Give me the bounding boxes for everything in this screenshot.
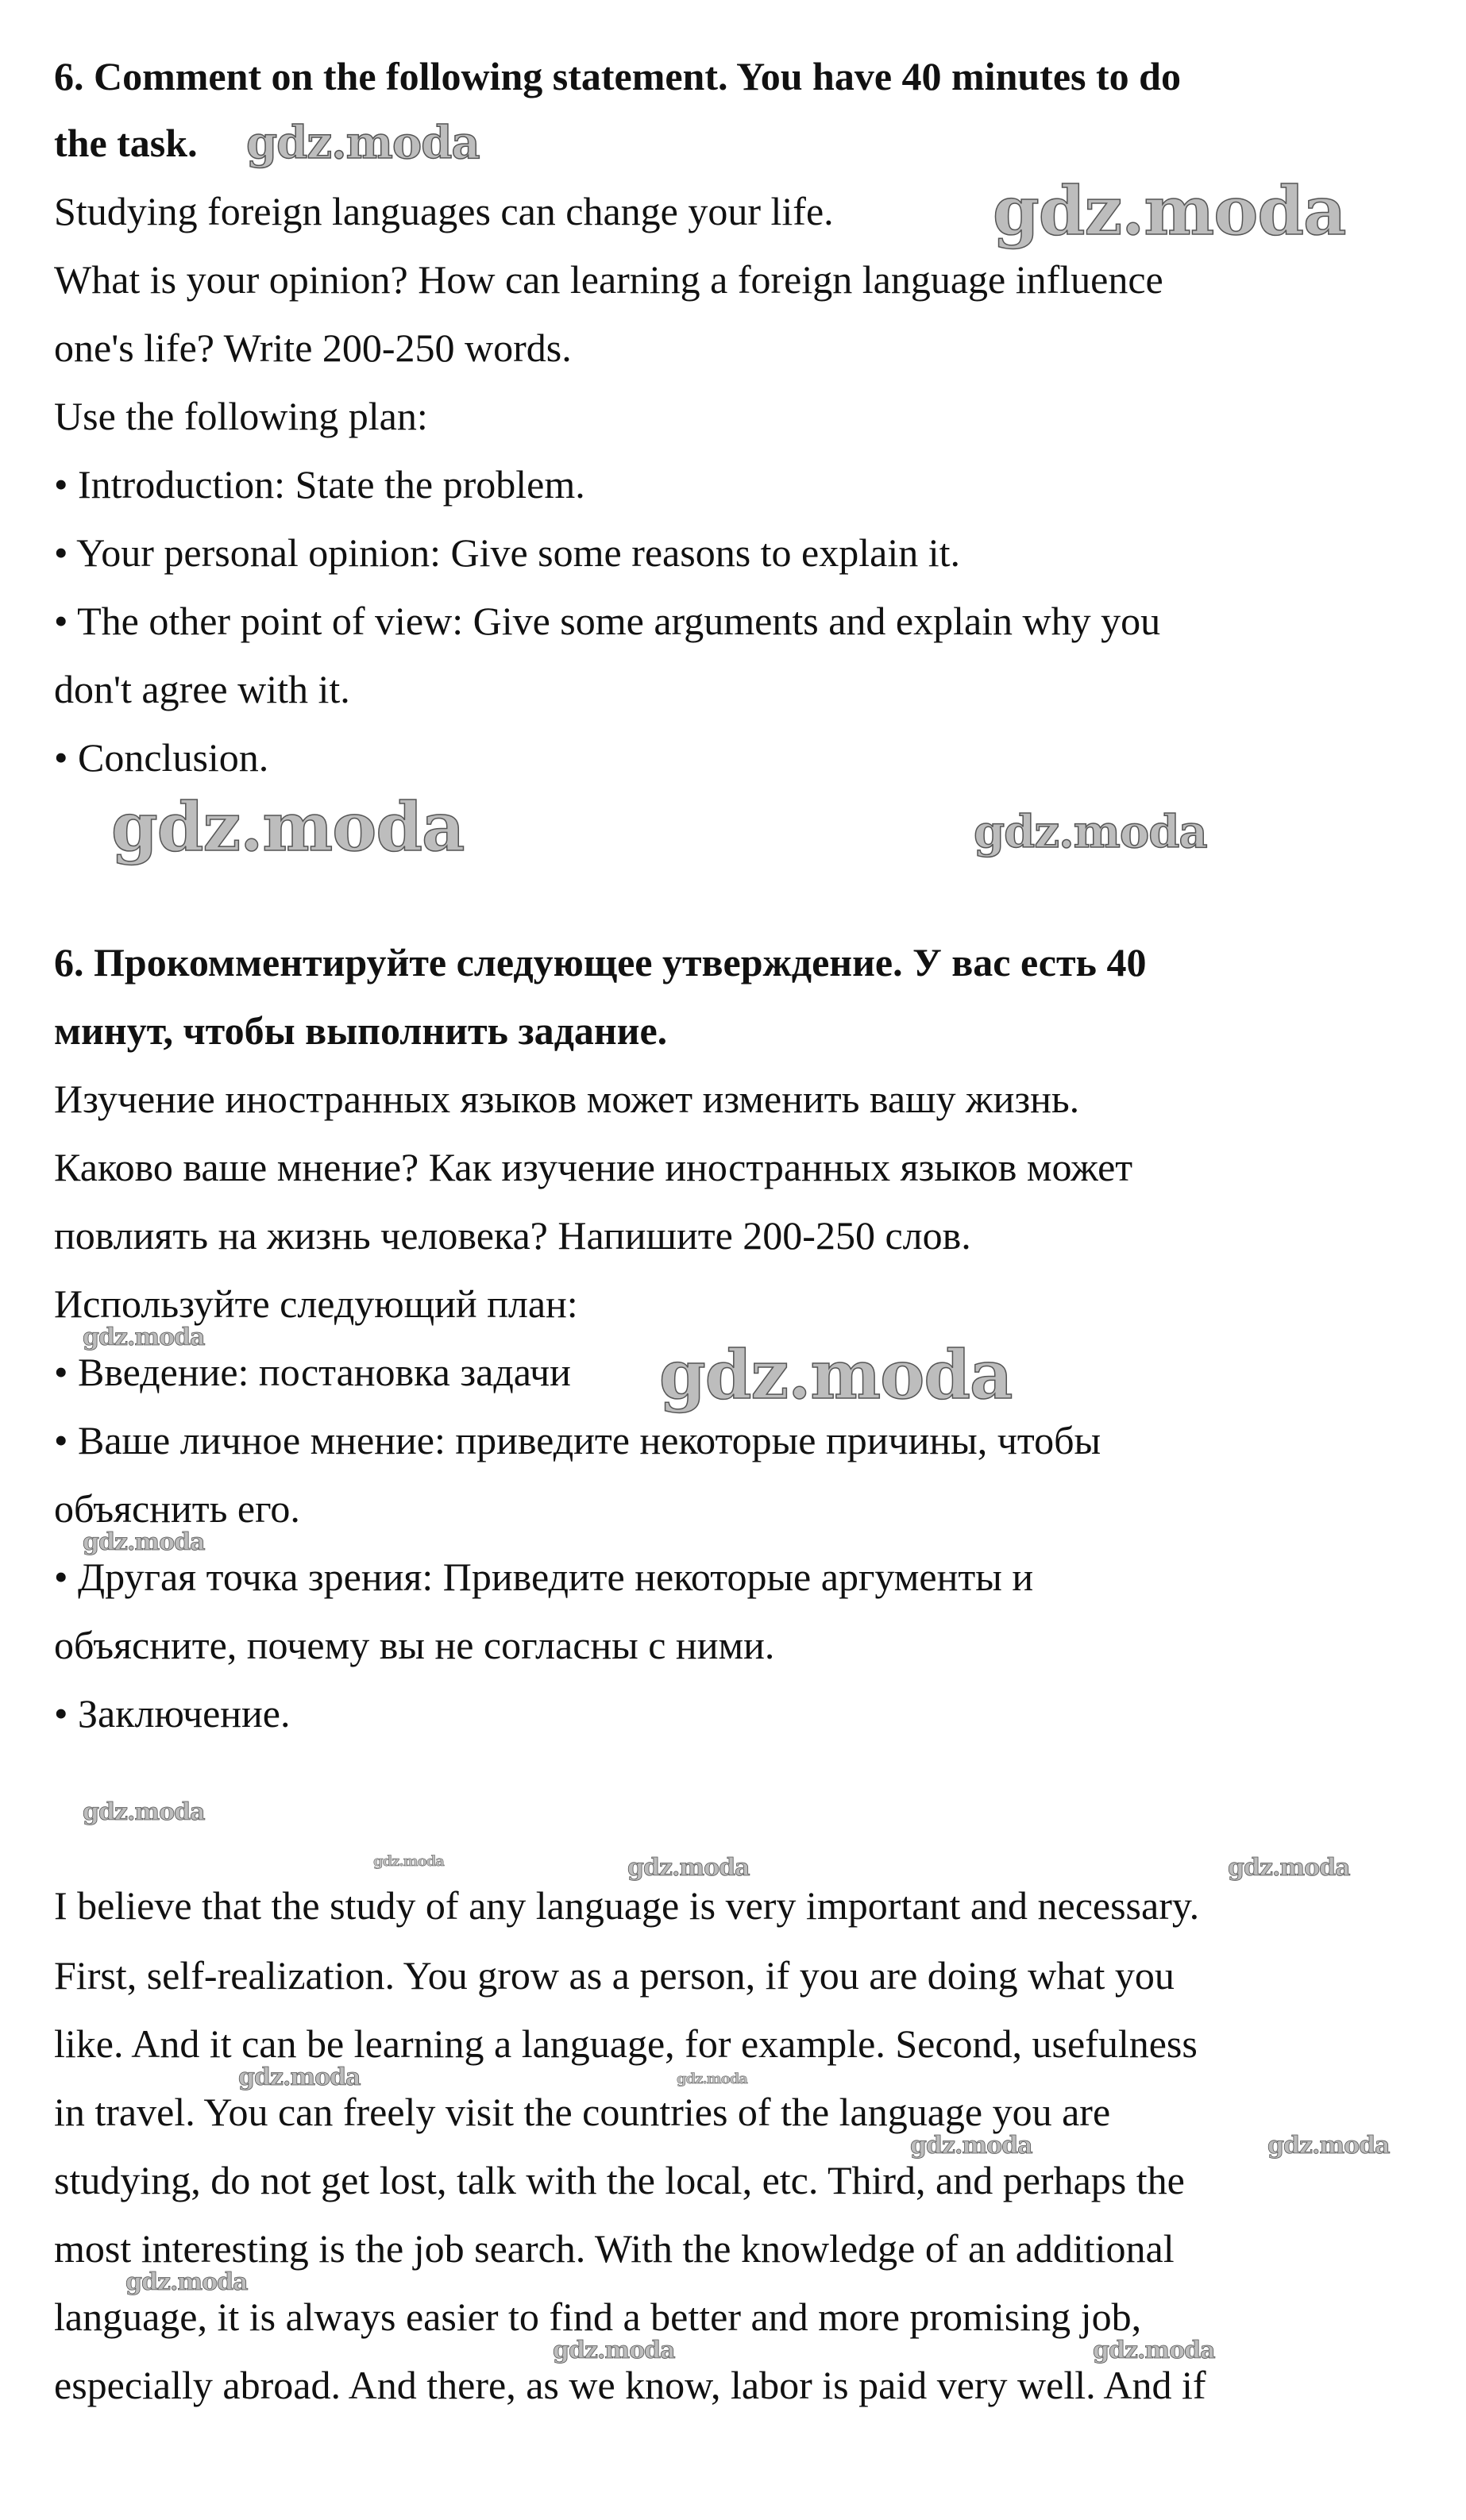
essay-line: most interesting is the job search. With the knowledge of an additional: [54, 2226, 1175, 2271]
task-line: one's life? Write 200-250 words.: [54, 326, 572, 370]
task-line: повлиять на жизнь человека? Напишите 200-250 слов.: [54, 1213, 971, 1258]
watermark: gdz.moda: [910, 2132, 1032, 2160]
task-heading: the task.: [54, 121, 198, 165]
task-line: Изучение иностранных языков может изменить вашу жизнь.: [54, 1077, 1080, 1121]
plan-item: объяснить его.: [54, 1486, 300, 1531]
watermark: gdz.moda: [1228, 1854, 1350, 1882]
task-heading: 6. Comment on the following statement. You have 40 minutes to do: [54, 54, 1181, 98]
watermark: gdz.moda: [1093, 2337, 1215, 2364]
watermark: gdz.moda: [1267, 2132, 1390, 2160]
essay-line: First, self-realization. You grow as a person, if you are doing what you: [54, 1953, 1175, 1998]
plan-item: • Introduction: State the problem.: [54, 462, 585, 507]
essay-line: language, it is always easier to find a better and more promising job,: [54, 2295, 1142, 2339]
plan-item: • Заключение.: [54, 1691, 291, 1736]
task-line: Используйте следующий план:: [54, 1281, 578, 1326]
watermark: gdz.moda: [659, 1335, 1013, 1414]
task-line: Каково ваше мнение? Как изучение иностранных языков может: [54, 1145, 1133, 1189]
plan-item: • The other point of view: Give some arguments and explain why you: [54, 599, 1161, 643]
watermark: gdz.moda: [83, 1798, 205, 1826]
watermark: gdz.moda: [238, 2063, 361, 2091]
plan-item: • Ваше личное мнение: приведите некоторые причины, чтобы: [54, 1418, 1101, 1462]
plan-item: • Your personal opinion: Give some reasons to explain it.: [54, 530, 960, 575]
task-line: What is your opinion? How can learning a foreign language influence: [54, 257, 1163, 302]
essay-line: like. And it can be learning a language, for example. Second, usefulness: [54, 2021, 1198, 2066]
plan-item: • Другая точка зрения: Приведите некоторые аргументы и: [54, 1555, 1034, 1599]
plan-item: • Введение: постановка задачи: [54, 1350, 571, 1394]
essay-line: especially abroad. And there, as we know, labor is paid very well. And if: [54, 2363, 1206, 2407]
plan-item: • Conclusion.: [54, 735, 269, 780]
watermark: gdz.moda: [677, 2071, 747, 2087]
watermark: gdz.moda: [373, 1853, 444, 1870]
watermark: gdz.moda: [246, 117, 480, 169]
watermark: gdz.moda: [993, 171, 1346, 250]
essay-line: I believe that the study of any language is very important and necessary.: [54, 1883, 1200, 1928]
essay-line: in travel. You can freely visit the countries of the language you are: [54, 2090, 1111, 2134]
watermark: gdz.moda: [83, 1324, 205, 1351]
plan-item: don't agree with it.: [54, 667, 350, 711]
essay-line: studying, do not get lost, talk with the local, etc. Third, and perhaps the: [54, 2158, 1185, 2202]
plan-item: объясните, почему вы не согласны с ними.: [54, 1623, 775, 1667]
watermark: gdz.moda: [125, 2268, 248, 2296]
task-line: Studying foreign languages can change your life.: [54, 189, 834, 233]
task-heading: минут, чтобы выполнить задание.: [54, 1008, 668, 1053]
watermark: gdz.moda: [83, 1528, 205, 1556]
watermark: gdz.moda: [111, 788, 465, 866]
watermark: gdz.moda: [553, 2337, 675, 2364]
watermark: gdz.moda: [627, 1854, 750, 1882]
task-heading: 6. Прокомментируйте следующее утверждение. У вас есть 40: [54, 940, 1147, 984]
task-line: Use the following plan:: [54, 394, 428, 438]
watermark: gdz.moda: [974, 806, 1207, 858]
